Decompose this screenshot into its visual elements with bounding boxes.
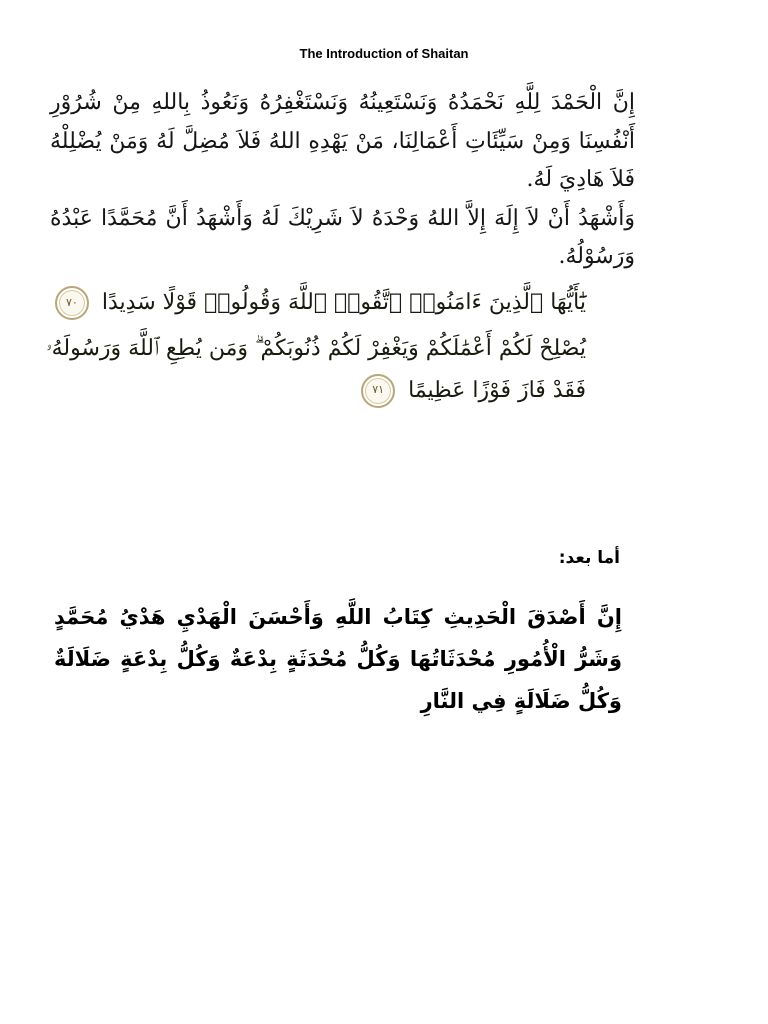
hadith-text bbox=[54, 596, 622, 722]
ayah-number-marker-icon bbox=[361, 374, 395, 408]
quran-verse bbox=[38, 282, 586, 324]
ayah-number: ٧١ bbox=[372, 383, 385, 397]
verse-text: يَٰٓأَيُّهَا ٱلَّذِينَ ءَامَنُوا۟ ٱتَّقُوا۟ ٱللَّهَ وَقُولُوا۟ قَوْلًا سَدِيدًا bbox=[101, 290, 586, 315]
quran-verse bbox=[38, 328, 586, 412]
khutbah-paragraph-praise: إِنَّ الْحَمْدَ لِلَّهِ نَحْمَدُهُ وَنَسْتَعِينُهُ وَنَسْتَغْفِرُهُ وَنَعُوذُ بِاللهِ مِنْ شُرُوْرِ أَنْفُسِنَا وَمِنْ سَيِّئَاتِ أَعْمَالِنَا، مَنْ يَهْدِهِ اللهُ فَلاَ مُضِلَّ لَهُ وَمَنْ يُضْلِلْهُ فَلاَ هَادِيَ لَهُ. bbox=[50, 90, 635, 192]
hadith-paragraph: إِنَّ أَصْدَقَ الْحَدِيثِ كِتَابُ اللَّهِ وَأَحْسَنَ الْهَدْيِ هَدْيُ مُحَمَّدٍ وَشَرُّ الْأُمُورِ مُحْدَثَاتُهَا وَكُلُّ مُحْدَثَةٍ بِدْعَةٌ وَكُلُّ بِدْعَةٍ ضَلَالَةٌ وَكُلُّ ضَلَالَةٍ فِي النَّارِ bbox=[54, 605, 622, 713]
khutbah-opening bbox=[50, 84, 635, 277]
verse-text: يُصْلِحْ لَكُمْ أَعْمَٰلَكُمْ وَيَغْفِرْ لَكُمْ ذُنُوبَكُمْ ۗ وَمَن يُطِعِ ٱللَّهَ وَرَسُولَهُۥ فَقَدْ فَازَ فَوْزًا عَظِيمًا bbox=[46, 335, 586, 403]
quran-verses bbox=[38, 282, 586, 415]
ayah-number-marker-icon bbox=[55, 286, 89, 320]
amma-baad-heading: أما بعد: bbox=[558, 548, 620, 568]
document-title: The Introduction of Shaitan bbox=[299, 46, 469, 61]
ayah-number: ٧٠ bbox=[65, 295, 78, 309]
khutbah-paragraph-shahada: وَأَشْهَدُ أَنْ لاَ إِلَهَ إِلاَّ اللهُ وَحْدَهُ لاَ شَرِيْكَ لَهُ وَأَشْهَدُ أَنَّ مُحَمَّدًا عَبْدُهُ وَرَسُوْلُهُ. bbox=[50, 205, 635, 269]
